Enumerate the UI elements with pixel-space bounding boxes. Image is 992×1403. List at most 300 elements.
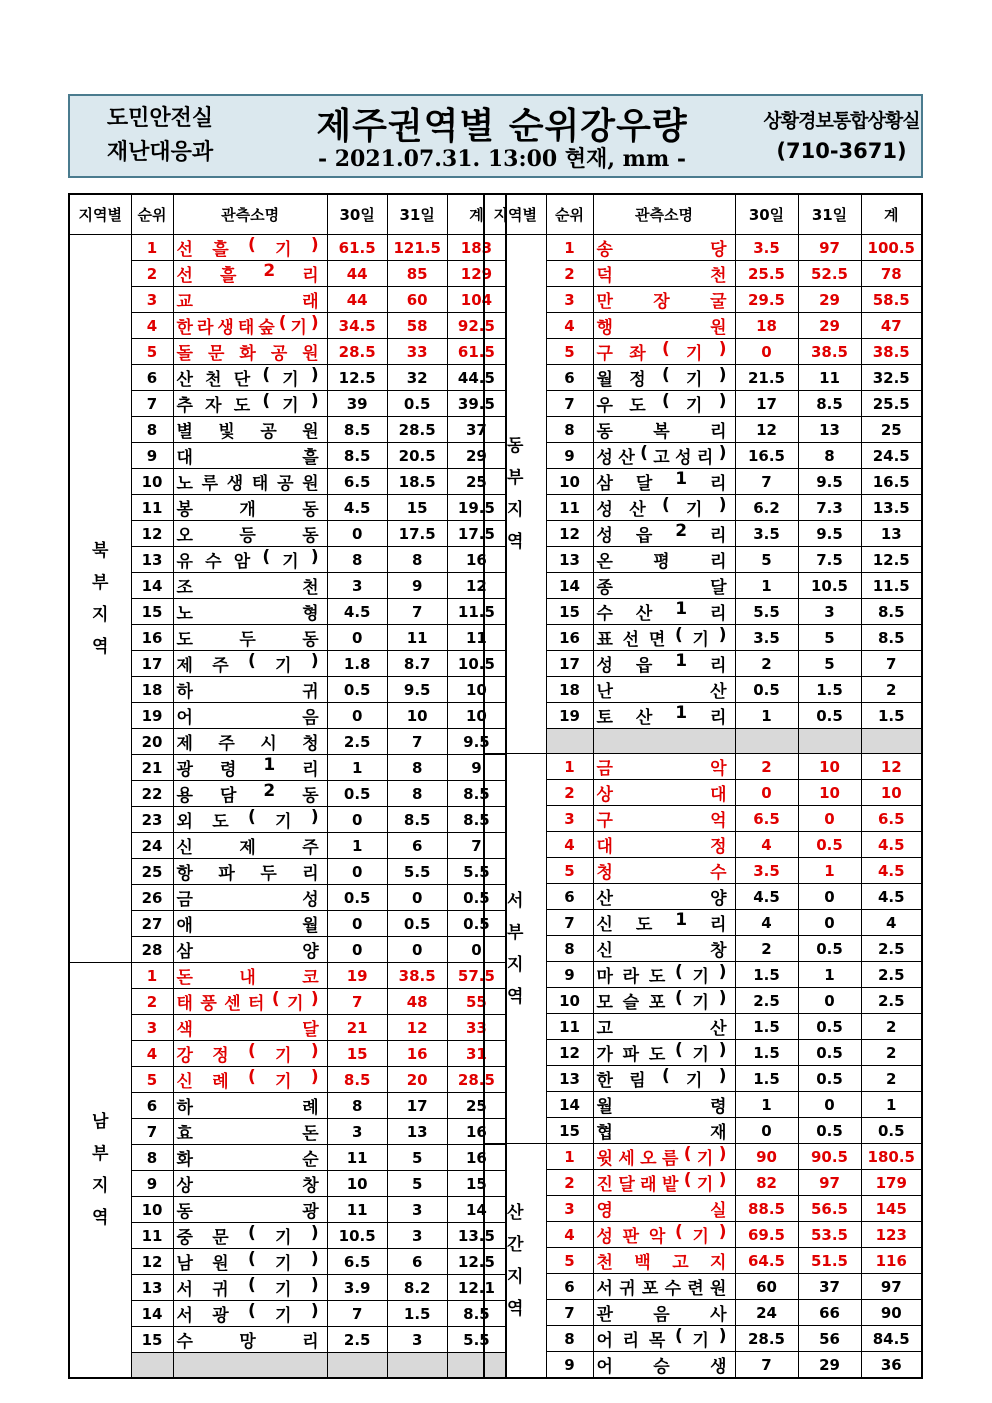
empty-cell (387, 1353, 447, 1379)
day30-cell: 0.5 (735, 677, 798, 703)
day31-cell: 20 (387, 1067, 447, 1093)
day31-cell: 6 (387, 833, 447, 859)
station-name: 가 파 도 ( 기 ) (596, 1040, 727, 1065)
total-cell: 4.5 (861, 858, 922, 884)
day31-cell: 38.5 (387, 963, 447, 989)
total-cell: 9.5 (447, 729, 506, 755)
station-cell (173, 781, 327, 807)
column-header: 계 (447, 194, 506, 235)
day31-cell: 0.5 (387, 391, 447, 417)
total-cell: 5.5 (447, 1327, 506, 1353)
region-label: 서부지역 (484, 754, 546, 1144)
station-name: 영 실 (596, 1201, 727, 1221)
day30-cell: 8.5 (327, 417, 387, 443)
day31-cell: 66 (798, 1300, 861, 1326)
day31-cell: 7 (387, 729, 447, 755)
day31-cell: 0.5 (798, 703, 861, 729)
rank-cell: 8 (546, 417, 593, 443)
day30-cell: 29.5 (735, 287, 798, 313)
table-row (69, 625, 506, 651)
station-name: 구 좌 ( 기 ) (596, 339, 727, 364)
rank-cell: 14 (131, 573, 173, 599)
rank-cell: 14 (546, 573, 593, 599)
day31-cell: 5.5 (387, 859, 447, 885)
total-cell: 8.5 (447, 781, 506, 807)
station-name: 노 형 (176, 604, 319, 624)
day31-cell: 0.5 (798, 1040, 861, 1066)
day30-cell: 1 (327, 833, 387, 859)
total-cell: 5.5 (447, 859, 506, 885)
day31-cell: 85 (387, 261, 447, 287)
table-row (69, 495, 506, 521)
total-cell: 10 (447, 677, 506, 703)
day31-cell: 97 (798, 1170, 861, 1196)
table-row (484, 1352, 922, 1379)
station-cell (593, 962, 735, 988)
total-cell: 84.5 (861, 1326, 922, 1352)
table-row (484, 754, 922, 780)
day30-cell: 7 (735, 1352, 798, 1379)
station-cell (173, 1327, 327, 1353)
total-cell: 116 (861, 1248, 922, 1274)
day30-cell: 8 (327, 547, 387, 573)
total-cell: 33 (447, 1015, 506, 1041)
total-cell: 78 (861, 261, 922, 287)
rank-cell: 1 (546, 1144, 593, 1170)
total-cell: 12.5 (447, 1249, 506, 1275)
day31-cell: 16 (387, 1041, 447, 1067)
total-cell: 8.5 (447, 807, 506, 833)
table-row (484, 651, 922, 677)
day30-cell: 2.5 (735, 988, 798, 1014)
contact-name: 상황경보통합상황실 (763, 110, 920, 132)
total-cell: 17.5 (447, 521, 506, 547)
total-cell: 90 (861, 1300, 922, 1326)
day31-cell: 53.5 (798, 1222, 861, 1248)
day31-cell: 3 (387, 1223, 447, 1249)
station-cell (593, 573, 735, 599)
day30-cell: 0.5 (327, 781, 387, 807)
day30-cell: 7 (735, 469, 798, 495)
empty-cell (131, 1353, 173, 1379)
table-row (69, 1327, 506, 1353)
rank-cell: 7 (131, 1119, 173, 1145)
day31-cell: 0.5 (387, 911, 447, 937)
total-cell: 11 (447, 625, 506, 651)
total-cell: 0 (447, 937, 506, 963)
table-row (484, 391, 922, 417)
station-name: 애 월 (176, 916, 319, 936)
rank-cell: 1 (546, 235, 593, 261)
day31-cell: 9.5 (798, 469, 861, 495)
station-name: 대 정 (596, 837, 727, 857)
day31-cell: 1.5 (387, 1301, 447, 1327)
empty-cell (861, 729, 922, 754)
total-cell: 1 (861, 1092, 922, 1118)
station-cell (173, 1171, 327, 1197)
day31-cell: 1 (798, 858, 861, 884)
day30-cell: 2.5 (327, 729, 387, 755)
day30-cell: 21.5 (735, 365, 798, 391)
station-cell (173, 885, 327, 911)
day30-cell: 44 (327, 261, 387, 287)
total-cell: 8.5 (861, 625, 922, 651)
day30-cell: 2.5 (327, 1327, 387, 1353)
station-cell (593, 625, 735, 651)
table-row (484, 521, 922, 547)
rank-cell: 7 (546, 910, 593, 936)
day30-cell: 11 (327, 1197, 387, 1223)
station-cell (173, 261, 327, 287)
day31-cell: 0 (387, 885, 447, 911)
day31-cell: 0.5 (798, 936, 861, 962)
report-header (68, 94, 923, 178)
table-row (484, 1144, 922, 1170)
station-name: 제 주 ( 기 ) (176, 651, 319, 676)
day31-cell: 10 (798, 754, 861, 780)
station-name: 어 리 목 ( 기 ) (596, 1326, 727, 1351)
day31-cell: 90.5 (798, 1144, 861, 1170)
day30-cell: 12.5 (327, 365, 387, 391)
station-name: 청 수 (596, 863, 727, 883)
day30-cell: 3.5 (735, 858, 798, 884)
station-name: 색 달 (176, 1020, 319, 1040)
rank-cell: 12 (131, 521, 173, 547)
column-header: 관측소명 (593, 194, 735, 235)
rank-cell: 4 (131, 313, 173, 339)
day30-cell: 6.2 (735, 495, 798, 521)
station-name: 돈 내 코 (176, 968, 319, 988)
total-cell: 2 (861, 677, 922, 703)
rank-cell: 12 (546, 1040, 593, 1066)
table-row (484, 261, 922, 287)
total-cell: 8.5 (861, 599, 922, 625)
station-name: 상 창 (176, 1176, 319, 1196)
total-cell: 12.5 (861, 547, 922, 573)
region-label: 북부지역 (69, 235, 131, 963)
rank-cell: 11 (546, 1014, 593, 1040)
station-cell (173, 547, 327, 573)
rank-cell: 7 (546, 391, 593, 417)
column-header: 31일 (387, 194, 447, 235)
station-name: 서 광 ( 기 ) (176, 1301, 319, 1326)
day31-cell: 8.5 (387, 807, 447, 833)
rank-cell: 15 (546, 1118, 593, 1144)
total-cell: 25.5 (861, 391, 922, 417)
column-header: 30일 (327, 194, 387, 235)
rank-cell: 11 (131, 1223, 173, 1249)
rank-cell: 15 (546, 599, 593, 625)
station-name: 수 산 1 리 (596, 599, 727, 624)
station-name: 선 흘 2 리 (176, 261, 319, 286)
day30-cell: 15 (327, 1041, 387, 1067)
station-name: 성 산 ( 기 ) (596, 495, 727, 520)
rank-cell: 11 (131, 495, 173, 521)
column-header: 31일 (798, 194, 861, 235)
day31-cell: 9.5 (387, 677, 447, 703)
day31-cell: 10 (798, 780, 861, 806)
station-name: 송 당 (596, 240, 727, 260)
page-title: 제주권역별 순위강우량 (316, 106, 688, 147)
day30-cell: 0 (327, 703, 387, 729)
rank-cell: 18 (131, 677, 173, 703)
table-row (484, 495, 922, 521)
day30-cell: 0 (735, 780, 798, 806)
rank-cell: 6 (546, 1274, 593, 1300)
total-cell: 31 (447, 1041, 506, 1067)
total-cell: 16.5 (861, 469, 922, 495)
day30-cell: 24 (735, 1300, 798, 1326)
table-row (484, 547, 922, 573)
region-label: 산간지역 (484, 1144, 546, 1379)
table-row (69, 235, 506, 261)
table-header-row (69, 194, 506, 235)
day31-cell: 13 (798, 417, 861, 443)
station-name: 대 흘 (176, 448, 319, 468)
total-cell: 7 (861, 651, 922, 677)
table-row (69, 287, 506, 313)
rank-cell: 3 (131, 1015, 173, 1041)
column-header: 30일 (735, 194, 798, 235)
total-cell: 183 (447, 235, 506, 261)
station-cell (593, 365, 735, 391)
rank-cell: 14 (131, 1301, 173, 1327)
day30-cell: 19 (327, 963, 387, 989)
station-cell (173, 1093, 327, 1119)
empty-row (484, 729, 922, 754)
rank-cell: 17 (546, 651, 593, 677)
table-row (69, 911, 506, 937)
total-cell: 10.5 (447, 651, 506, 677)
day30-cell: 64.5 (735, 1248, 798, 1274)
station-cell (593, 1248, 735, 1274)
table-row (484, 1066, 922, 1092)
station-cell (173, 833, 327, 859)
table-row (484, 313, 922, 339)
rank-cell: 19 (546, 703, 593, 729)
day31-cell: 10.5 (798, 573, 861, 599)
day30-cell: 2 (735, 936, 798, 962)
day30-cell: 3 (327, 1119, 387, 1145)
station-name: 온 평 리 (596, 552, 727, 572)
day30-cell: 8.5 (327, 443, 387, 469)
table-row (69, 391, 506, 417)
table-row (484, 287, 922, 313)
day30-cell: 5 (735, 547, 798, 573)
day30-cell: 0 (327, 937, 387, 963)
rank-cell: 18 (546, 677, 593, 703)
rank-cell: 13 (131, 547, 173, 573)
station-name: 조 천 (176, 578, 319, 598)
station-cell (593, 806, 735, 832)
station-cell (593, 547, 735, 573)
rank-cell: 2 (546, 1170, 593, 1196)
total-cell: 36 (861, 1352, 922, 1379)
total-cell: 145 (861, 1196, 922, 1222)
table-row (69, 261, 506, 287)
day30-cell: 1 (327, 755, 387, 781)
table-row (69, 1171, 506, 1197)
station-name: 행 원 (596, 318, 727, 338)
table-row (69, 417, 506, 443)
day30-cell: 18 (735, 313, 798, 339)
day31-cell: 9 (387, 573, 447, 599)
station-name: 어 음 (176, 708, 319, 728)
total-cell: 0.5 (861, 1118, 922, 1144)
day30-cell: 0 (735, 339, 798, 365)
total-cell: 15 (447, 1171, 506, 1197)
station-cell (593, 936, 735, 962)
station-name: 표 선 면 ( 기 ) (596, 625, 727, 650)
rank-cell: 4 (131, 1041, 173, 1067)
total-cell: 38.5 (861, 339, 922, 365)
table-row (484, 417, 922, 443)
station-name: 한 림 ( 기 ) (596, 1066, 727, 1091)
station-cell (173, 1301, 327, 1327)
day30-cell: 4.5 (327, 495, 387, 521)
day31-cell: 9.5 (798, 521, 861, 547)
table-row (484, 573, 922, 599)
day30-cell: 7 (327, 989, 387, 1015)
station-name: 상 대 (596, 785, 727, 805)
station-cell (173, 1041, 327, 1067)
station-name: 서 귀 ( 기 ) (176, 1275, 319, 1300)
day30-cell: 0.5 (327, 885, 387, 911)
total-cell: 180.5 (861, 1144, 922, 1170)
station-cell (173, 1223, 327, 1249)
station-cell (593, 910, 735, 936)
station-name: 산 양 (596, 889, 727, 909)
station-cell (173, 1145, 327, 1171)
table-row (484, 469, 922, 495)
total-cell: 100.5 (861, 235, 922, 261)
table-row (484, 1274, 922, 1300)
rank-cell: 20 (131, 729, 173, 755)
rank-cell: 14 (546, 1092, 593, 1118)
total-cell: 13.5 (447, 1223, 506, 1249)
table-row (484, 832, 922, 858)
day30-cell: 17 (735, 391, 798, 417)
day30-cell: 4 (735, 832, 798, 858)
day31-cell: 12 (387, 1015, 447, 1041)
table-row (69, 1041, 506, 1067)
station-name: 천 백 고 지 (596, 1253, 727, 1273)
station-name: 선 흘 ( 기 ) (176, 235, 319, 260)
total-cell: 16 (447, 1145, 506, 1171)
station-name: 산 천 단 ( 기 ) (176, 365, 319, 390)
day31-cell: 3 (798, 599, 861, 625)
day30-cell: 1.8 (327, 651, 387, 677)
station-cell (593, 884, 735, 910)
station-cell (593, 1170, 735, 1196)
rank-cell: 7 (546, 1300, 593, 1326)
station-cell (173, 599, 327, 625)
day30-cell: 28.5 (735, 1326, 798, 1352)
station-cell (593, 469, 735, 495)
station-cell (593, 1144, 735, 1170)
station-cell (173, 573, 327, 599)
day31-cell: 29 (798, 1352, 861, 1379)
station-name: 신 례 ( 기 ) (176, 1067, 319, 1092)
table-row (484, 1196, 922, 1222)
rank-cell: 22 (131, 781, 173, 807)
day31-cell: 13 (387, 1119, 447, 1145)
station-cell (173, 911, 327, 937)
day30-cell: 90 (735, 1144, 798, 1170)
station-cell (593, 1066, 735, 1092)
rank-cell: 3 (546, 287, 593, 313)
rank-cell: 2 (546, 780, 593, 806)
table-row (69, 365, 506, 391)
total-cell: 2 (861, 1014, 922, 1040)
day30-cell: 3.5 (735, 625, 798, 651)
day30-cell: 44 (327, 287, 387, 313)
day31-cell: 17.5 (387, 521, 447, 547)
day31-cell: 3 (387, 1197, 447, 1223)
station-name: 삼 달 1 리 (596, 469, 727, 494)
day30-cell: 1.5 (735, 1040, 798, 1066)
station-cell (173, 287, 327, 313)
total-cell: 13 (861, 521, 922, 547)
rank-cell: 5 (546, 858, 593, 884)
rank-cell: 11 (546, 495, 593, 521)
station-cell (173, 963, 327, 989)
table-row (69, 729, 506, 755)
rank-cell: 6 (546, 884, 593, 910)
station-name: 별 빛 공 원 (176, 422, 319, 442)
total-cell: 12 (861, 754, 922, 780)
day30-cell: 1.5 (735, 1014, 798, 1040)
total-cell: 97 (861, 1274, 922, 1300)
day30-cell: 1.5 (735, 1066, 798, 1092)
rank-cell: 9 (546, 443, 593, 469)
rank-cell: 13 (131, 1275, 173, 1301)
station-name: 용 담 2 동 (176, 781, 319, 806)
day30-cell: 8 (327, 1093, 387, 1119)
day30-cell: 3.5 (735, 521, 798, 547)
day30-cell: 4 (735, 910, 798, 936)
total-cell: 58.5 (861, 287, 922, 313)
table-row (69, 1145, 506, 1171)
station-cell (173, 469, 327, 495)
day30-cell: 12 (735, 417, 798, 443)
day31-cell: 56 (798, 1326, 861, 1352)
total-cell: 10 (447, 703, 506, 729)
rank-cell: 6 (131, 365, 173, 391)
total-cell: 11.5 (861, 573, 922, 599)
rank-cell: 21 (131, 755, 173, 781)
day31-cell: 121.5 (387, 235, 447, 261)
rank-cell: 3 (546, 1196, 593, 1222)
table-row (484, 910, 922, 936)
table-row (484, 1326, 922, 1352)
station-name: 태 풍 센 터 ( 기 ) (176, 989, 319, 1014)
station-name: 월 정 ( 기 ) (596, 365, 727, 390)
table-row (484, 1248, 922, 1274)
rank-cell: 5 (131, 1067, 173, 1093)
contact-block (760, 96, 923, 176)
rainfall-table-right (483, 193, 923, 1379)
rank-cell: 24 (131, 833, 173, 859)
total-cell: 2 (861, 1066, 922, 1092)
station-name: 오 등 동 (176, 526, 319, 546)
station-cell (173, 859, 327, 885)
day31-cell: 8 (387, 547, 447, 573)
station-name: 화 순 (176, 1150, 319, 1170)
day31-cell: 11 (798, 365, 861, 391)
total-cell: 179 (861, 1170, 922, 1196)
table-row (69, 703, 506, 729)
